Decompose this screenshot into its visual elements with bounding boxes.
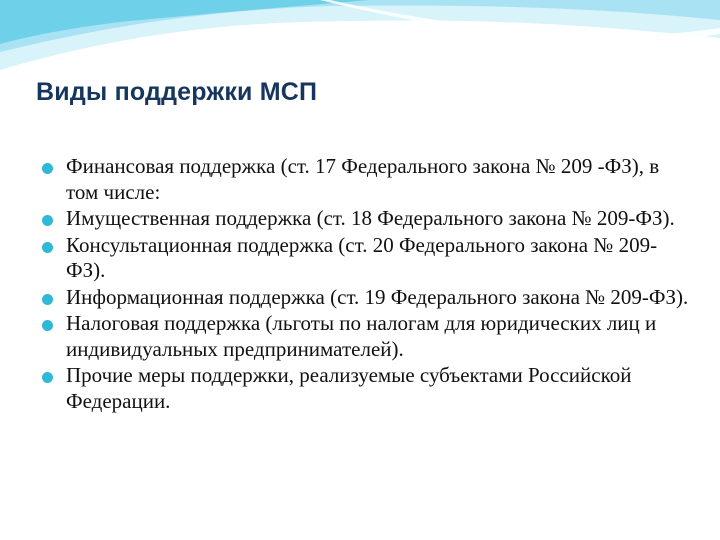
list-item-property [42,206,692,232]
support-types-list [42,154,692,415]
list-item-text: Консультационная поддержка (ст. 20 Федерального закона № 209-ФЗ). [66,232,658,282]
list-item-text: Налоговая поддержка (льготы по налогам для юридических лиц и индивидуальных предпринимателей). [66,311,657,361]
bullet-icon [42,294,53,305]
bullet-icon [42,372,53,383]
bullet-icon [42,320,53,331]
bullet-icon [42,215,53,226]
list-item-information [42,285,692,311]
list-item-text: Прочие меры поддержки, реализуемые субъектами Российской Федерации. [66,363,632,413]
bullet-icon [42,242,53,253]
list-item-financial [42,154,692,205]
list-item-other [42,363,692,414]
bullet-icon [42,163,53,174]
list-item-text: Финансовая поддержка (ст. 17 Федерального закона № 209 -ФЗ), в том числе: [66,154,660,204]
list-item-text: Имущественная поддержка (ст. 18 Федерального закона № 209-ФЗ). [66,206,675,230]
list-item-text: Информационная поддержка (ст. 19 Федерального закона № 209-ФЗ). [66,284,689,309]
list-item-consulting [42,233,692,284]
list-item-tax [42,311,692,362]
slide-title: Виды поддержки МСП [36,78,318,106]
